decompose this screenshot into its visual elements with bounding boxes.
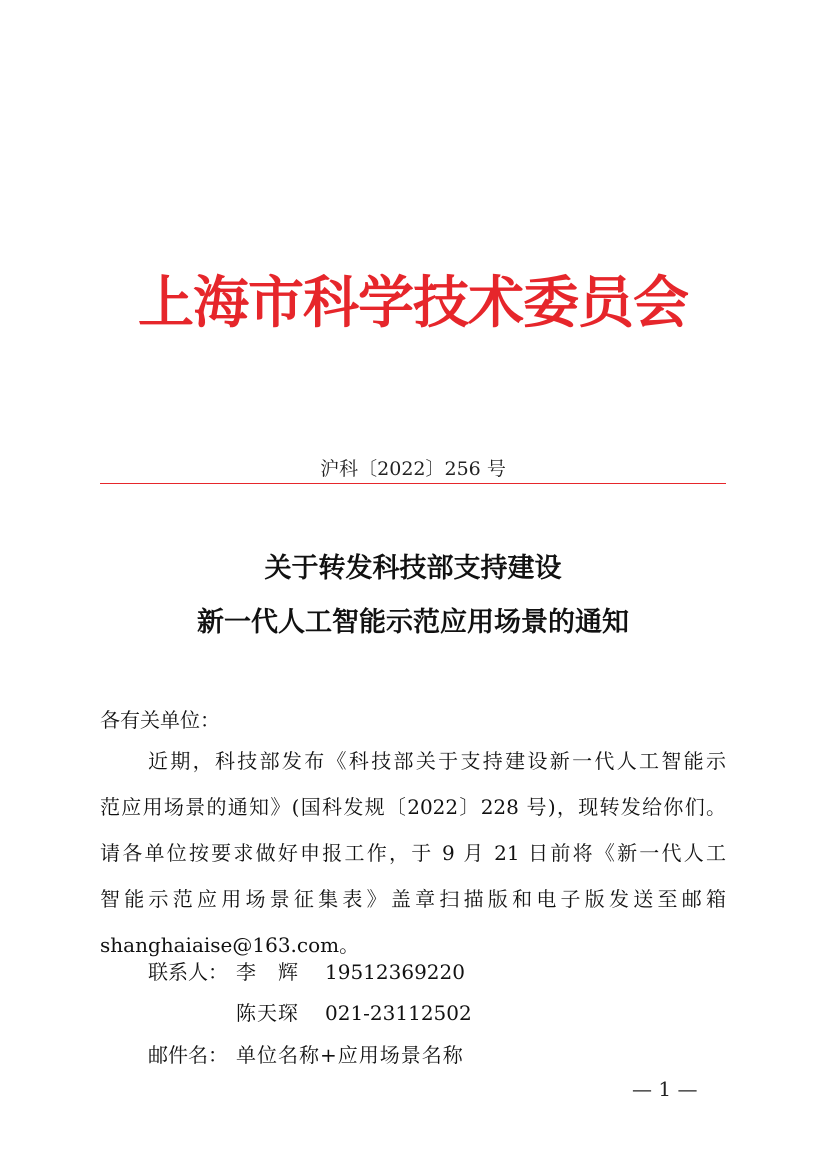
- contact-name: 陈天琛: [236, 1001, 299, 1025]
- paragraph-line-email: shanghaiaise@163.com。: [100, 933, 360, 957]
- letterhead: 上海市科学技术委员会: [138, 270, 688, 336]
- salutation: 各有关单位：: [100, 708, 220, 732]
- page-number: — 1 —: [632, 1077, 698, 1101]
- red-divider-line: [100, 483, 726, 484]
- contact-phone: 19512369220: [325, 960, 465, 984]
- document-title-line-2: 新一代人工智能示范应用场景的通知: [197, 607, 629, 638]
- contact-label: 联系人：: [148, 960, 228, 984]
- email-subject-label: 邮件名：: [148, 1043, 228, 1067]
- email-subject-value: 单位名称+应用场景名称: [236, 1043, 464, 1067]
- paragraph-line: 范应用场景的通知》(国科发规〔2022〕228 号)，现转发给你们。: [100, 795, 726, 819]
- body-paragraph: [100, 738, 726, 968]
- contact-name: 李 辉: [236, 960, 299, 984]
- document-number: 沪科〔2022〕256 号: [320, 458, 506, 480]
- paragraph-line: 近期，科技部发布《科技部关于支持建设新一代人工智能示: [148, 749, 726, 773]
- paragraph-line: 智能示范应用场景征集表》盖章扫描版和电子版发送至邮箱: [100, 887, 726, 911]
- contact-phone: 021-23112502: [325, 1001, 472, 1025]
- paragraph-line: 请各单位按要求做好申报工作，于 9 月 21 日前将《新一代人工: [100, 841, 726, 865]
- document-title-line-1: 关于转发科技部支持建设: [264, 553, 562, 584]
